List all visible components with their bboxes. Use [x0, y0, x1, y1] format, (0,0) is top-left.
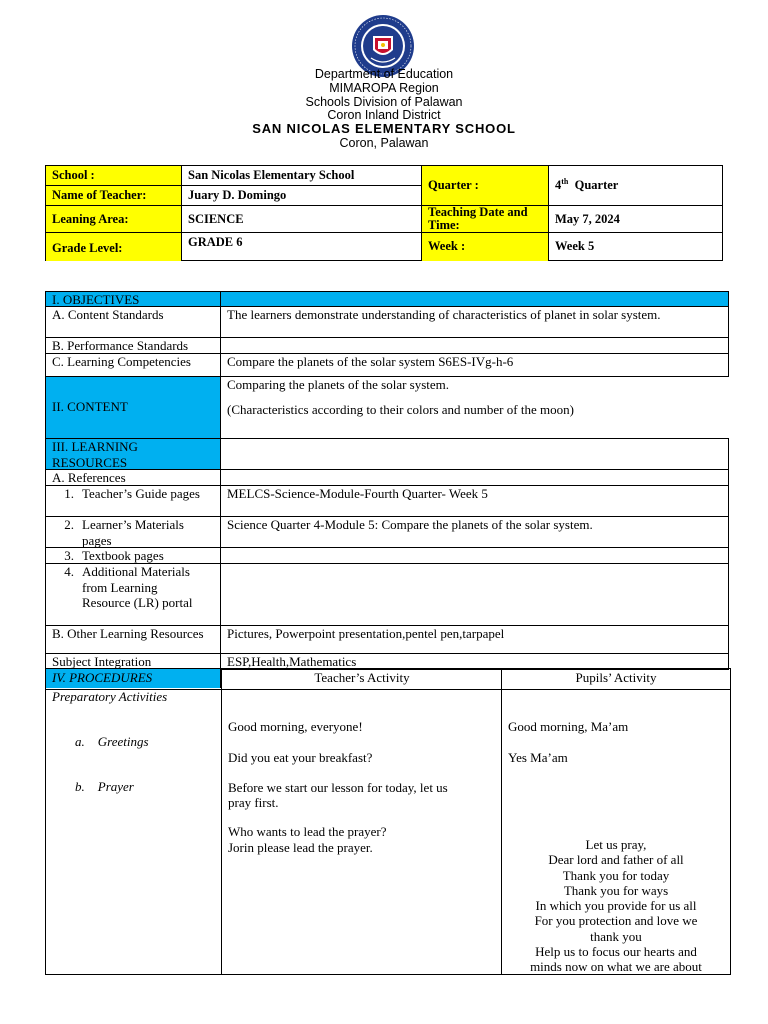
resources-heading: III. LEARNING RESOURCES [45, 439, 221, 470]
pupil-line: Good morning, Ma’am [508, 719, 629, 734]
content-standards-row [45, 307, 729, 338]
teacher-line: Who wants to lead the prayer? [228, 824, 387, 839]
competencies-label: C. Learning Competencies [45, 354, 221, 377]
quarter-label: Quarter : [422, 166, 549, 206]
performance-standards-value [221, 338, 729, 354]
textbook-label [45, 548, 221, 564]
item-label: Textbook pages [82, 548, 164, 563]
textbook-value [221, 548, 729, 564]
prayer-line: Thank you for today [562, 867, 670, 883]
objectives-heading: I. OBJECTIVES [45, 291, 221, 307]
teacher-line: Jorin please lead the prayer. [228, 840, 373, 855]
header-location: Coron, Palawan [339, 136, 429, 150]
greetings-item: a. Greetings [75, 734, 149, 749]
prayer-line: Let us pray, [585, 837, 647, 852]
other-resources-value: Pictures, Powerpoint presentation,pentel pen,tarpapel [221, 626, 729, 654]
content-heading: II. CONTENT [45, 377, 221, 439]
references-label: A. References [45, 470, 221, 486]
prayer-line: Dear lord and father of all [548, 852, 684, 868]
header-region: MIMAROPA Region [329, 81, 439, 95]
references-row [45, 470, 729, 486]
additional-materials-value [221, 564, 729, 626]
teacher-line: Before we start our lesson for today, let us [228, 780, 448, 795]
date-value: May 7, 2024 [549, 206, 723, 233]
area-value: SCIENCE [182, 206, 422, 233]
teacher-line: Good morning, everyone! [228, 719, 363, 734]
week-label: Week : [422, 233, 549, 261]
teacher-guide-row [45, 486, 729, 517]
item-number: 2. [64, 517, 74, 532]
performance-standards-row [45, 338, 729, 354]
item-number: 4. [64, 564, 74, 579]
item-number: 1. [64, 486, 74, 501]
prayer-text [502, 837, 730, 975]
teacher-line: pray first. [228, 795, 279, 810]
teacher-label: Name of Teacher: [46, 186, 182, 206]
competencies-value: Compare the planets of the solar system S6ES-IVg-h-6 [221, 354, 729, 377]
procedures-table [45, 668, 731, 975]
procedures-column-left [46, 669, 222, 974]
pupils-activity-header: Pupils’ Activity [575, 670, 657, 685]
week-value: Week 5 [555, 239, 595, 253]
prayer-line: thank you [590, 928, 642, 944]
integration-value: ESP,Health,Mathematics [221, 654, 729, 670]
pupil-line: Yes Ma’am [508, 750, 568, 765]
header-department: Department of Education [314, 67, 454, 81]
teacher-guide-label [45, 486, 221, 517]
grade-label: Grade Level: [46, 233, 182, 261]
learner-materials-row [45, 517, 729, 548]
preparatory-activities: Preparatory Activities [52, 689, 168, 704]
item-label: Teacher’s Guide pages [82, 486, 200, 501]
content-line-1: Comparing the planets of the solar system. [227, 377, 450, 392]
textbook-row [45, 548, 729, 564]
quarter-word: Quarter [574, 178, 619, 193]
references-value [221, 470, 729, 486]
date-label: Teaching Date and Time: [422, 206, 549, 233]
header-school-name: SAN NICOLAS ELEMENTARY SCHOOL [252, 121, 516, 136]
prayer-line: Help us to focus our hearts and [535, 944, 697, 960]
procedures-heading: IV. PROCEDURES [52, 670, 153, 685]
lesson-info-table [45, 165, 723, 261]
teacher-guide-value: MELCS-Science-Module-Fourth Quarter- Week 5 [221, 486, 729, 517]
content-standards-value: The learners demonstrate understanding of characteristics of planet in solar system. [221, 307, 729, 338]
content-standards-label: A. Content Standards [45, 307, 221, 338]
objectives-heading-value [221, 291, 729, 307]
prayer-line: In which you provide for us all [535, 898, 697, 914]
item-label: Additional Materials from Learning Resource (LR) portal [82, 564, 193, 610]
teacher-activity-header: Teacher’s Activity [314, 670, 410, 685]
prayer-item: b. Prayer [75, 779, 134, 794]
teacher-line: Did you eat your breakfast? [228, 750, 373, 765]
content-row [45, 377, 729, 439]
prayer-line: minds now on what we are about [530, 959, 702, 975]
competencies-row [45, 354, 729, 377]
integration-label: Subject Integration [45, 654, 221, 670]
performance-standards-label: B. Performance Standards [45, 338, 221, 354]
resources-row [45, 439, 729, 470]
content-value [221, 377, 729, 439]
prayer-line: For you protection and love we [534, 913, 698, 929]
other-resources-label: B. Other Learning Resources [45, 626, 221, 654]
quarter-value [549, 166, 723, 206]
school-value: San Nicolas Elementary School [182, 166, 422, 186]
quarter-suffix: th [561, 177, 569, 186]
teacher-value: Juary D. Domingo [182, 186, 422, 206]
item-number: 3. [64, 548, 74, 563]
prayer-line: Thank you for ways [563, 882, 669, 898]
additional-materials-label [45, 564, 221, 626]
teacher-activity-column [222, 669, 502, 974]
other-resources-row [45, 626, 729, 654]
learner-materials-value: Science Quarter 4-Module 5: Compare the planets of the solar system. [221, 517, 729, 548]
resources-heading-value [221, 439, 729, 470]
grade-value: GRADE 6 [182, 233, 422, 261]
content-line-2: (Characteristics according to their colors and number of the moon) [227, 401, 574, 417]
school-label: School : [46, 166, 182, 186]
header-district: Coron Inland District [327, 108, 441, 122]
learner-materials-label [45, 517, 221, 548]
area-label: Leaning Area: [46, 206, 182, 233]
quarter-number: 4 [555, 178, 562, 193]
item-label: Learner’s Materials pages [82, 517, 184, 548]
objectives-row [45, 291, 729, 307]
additional-materials-row [45, 564, 729, 626]
header-division: Schools Division of Palawan [305, 95, 463, 109]
